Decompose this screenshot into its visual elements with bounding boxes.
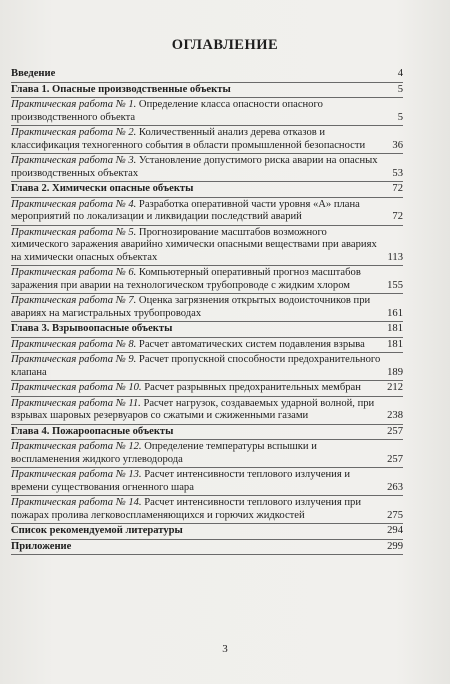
toc-entry-page: 36 (392, 139, 403, 151)
toc-entry-work-number: Практическая работа № 13. (11, 469, 142, 480)
toc-entry-text: Расчет интенсивности теплового излучения и времени существования огненного шара (11, 469, 351, 493)
toc-entry-page: 294 (387, 525, 403, 536)
toc-entry-text: Прогнозирование масштабов возможного химического заражения аварийно химически опасными веществами при авариях на химически опасных объектах (11, 226, 377, 263)
toc-entry-page: 53 (392, 167, 403, 179)
toc-entry (11, 497, 403, 524)
toc-entry-text: Глава 2. Химически опасные объекты (11, 183, 194, 194)
toc-entry-page: 5 (397, 111, 403, 123)
toc-entry (11, 68, 403, 83)
toc-entry-page: 5 (397, 83, 403, 95)
toc-entry-title (11, 497, 383, 522)
toc-entry-work-number: Практическая работа № 4. (11, 198, 137, 210)
toc-entry (11, 541, 403, 556)
toc-entry-title (11, 339, 383, 352)
page-title: ОГЛАВЛЕНИЕ (171, 37, 279, 53)
toc-entry-work-number: Практическая работа № 9. (11, 354, 137, 365)
toc-entry-title (11, 323, 383, 336)
toc-entry-page: 113 (387, 251, 403, 263)
toc-entry-title (11, 426, 383, 439)
toc-entry-page: 299 (387, 540, 403, 552)
toc-entry-text: Расчет автоматических систем подавления взрыва (136, 338, 365, 350)
toc-entry-page: 212 (387, 382, 403, 393)
toc-entry-text: Определение температуры вспышки и воспламенения жидкого углеводорода (11, 441, 317, 465)
toc-entry-title (11, 68, 385, 81)
toc-entry-work-number: Практическая работа № 10. (11, 382, 142, 393)
toc-entry-text: Определение класса опасности опасного производственного объекта (11, 99, 323, 123)
toc-entry-page: 181 (387, 323, 403, 334)
toc-entry-text: Глава 3. Взрывоопасные объекты (11, 323, 173, 334)
page-number: 3 (222, 643, 228, 655)
toc-entry (11, 127, 403, 154)
toc-entry-page: 4 (397, 68, 403, 79)
toc-entry-text: Список рекомендуемой литературы (11, 525, 183, 536)
toc-entry-title (11, 84, 385, 97)
toc-entry-work-number: Практическая работа № 6. (11, 267, 137, 278)
toc-entry-work-number: Практическая работа № 8. (11, 338, 137, 350)
table-of-contents (11, 68, 403, 556)
toc-entry (11, 267, 403, 294)
toc-entry-text: Компьютерный оперативный прогноз масштабов заражения при аварии на технологическом трубопроводе с жидким хлором (11, 267, 361, 291)
toc-entry-title (11, 382, 383, 395)
toc-entry-page: 275 (387, 509, 403, 521)
toc-entry (11, 441, 403, 468)
toc-entry-work-number: Практическая работа № 11. (11, 397, 141, 409)
toc-entry-text: Глава 4. Пожароопасные объекты (11, 425, 174, 437)
toc-entry-text: Расчет интенсивности теплового излучения при пожарах пролива легковоспламеняющихся и горючих жидкостей (11, 497, 362, 521)
toc-entry-title (11, 227, 384, 265)
toc-entry-text: Введение (11, 68, 56, 79)
toc-entry (11, 227, 403, 267)
toc-entry (11, 339, 403, 354)
toc-entry (11, 426, 403, 441)
toc-entry (11, 469, 403, 496)
toc-entry (11, 183, 403, 198)
toc-entry-text: Количественный анализ дерева отказов и классификация техногенного события в области промышленной безопасности (11, 127, 366, 151)
toc-entry-title (11, 99, 385, 124)
toc-entry-page: 257 (387, 425, 403, 437)
toc-entry-text: Оценка загрязнения открытых водоисточников при авариях на магистральных трубопроводах (11, 295, 371, 319)
toc-entry-page: 257 (387, 453, 403, 465)
toc-entry-work-number: Практическая работа № 7. (11, 295, 137, 306)
toc-entry-title (11, 267, 383, 292)
toc-entry-text: Расчет пропускной способности предохранительного клапана (11, 354, 381, 378)
toc-entry (11, 199, 403, 226)
toc-entry (11, 323, 403, 338)
toc-entry-work-number: Практическая работа № 2. (11, 127, 137, 138)
toc-entry-work-number: Практическая работа № 12. (11, 441, 142, 452)
toc-entry-text: Расчет разрывных предохранительных мембран (141, 382, 361, 393)
toc-entry-text: Разработка оперативной части уровня «А» плана мероприятий по локализации и ликвидации последствий аварий (11, 198, 360, 222)
toc-entry-work-number: Практическая работа № 5. (11, 226, 137, 238)
toc-entry-title (11, 525, 383, 538)
toc-entry-text: Глава 1. Опасные производственные объекты (11, 83, 231, 95)
toc-entry-page: 263 (387, 481, 403, 493)
toc-entry-page: 72 (392, 183, 403, 194)
toc-entry-page: 238 (387, 410, 403, 421)
toc-entry (11, 295, 403, 322)
toc-entry (11, 382, 403, 397)
toc-entry-work-number: Практическая работа № 14. (11, 497, 142, 508)
toc-entry-page: 155 (387, 279, 403, 291)
toc-entry-title (11, 541, 383, 554)
toc-entry-page: 161 (387, 307, 403, 319)
toc-entry-work-number: Практическая работа № 1. (11, 99, 137, 110)
toc-entry-title (11, 155, 385, 180)
toc-entry-title (11, 398, 383, 423)
toc-entry-page: 72 (392, 211, 403, 222)
toc-entry-text: Установление допустимого риска аварии на опасных производственных объектах (11, 155, 378, 179)
toc-entry-title (11, 127, 385, 152)
toc-entry (11, 155, 403, 182)
toc-entry-page: 189 (387, 366, 403, 378)
toc-entry (11, 354, 403, 381)
toc-entry-title (11, 354, 383, 379)
toc-entry (11, 84, 403, 99)
toc-entry (11, 398, 403, 425)
toc-entry-title (11, 295, 383, 320)
toc-entry-work-number: Практическая работа № 3. (11, 155, 137, 166)
toc-entry-title (11, 183, 385, 196)
toc-entry-title (11, 469, 383, 494)
toc-entry-title (11, 199, 385, 224)
toc-entry-text: Приложение (11, 540, 72, 552)
toc-entry-page: 181 (387, 338, 403, 350)
toc-entry (11, 99, 403, 126)
toc-entry-title (11, 441, 383, 466)
toc-entry (11, 525, 403, 540)
toc-entry-text: Расчет нагрузок, создаваемых ударной волной, при взрывах шаровых резервуаров со сжатыми и сжиженными газами (11, 397, 375, 421)
